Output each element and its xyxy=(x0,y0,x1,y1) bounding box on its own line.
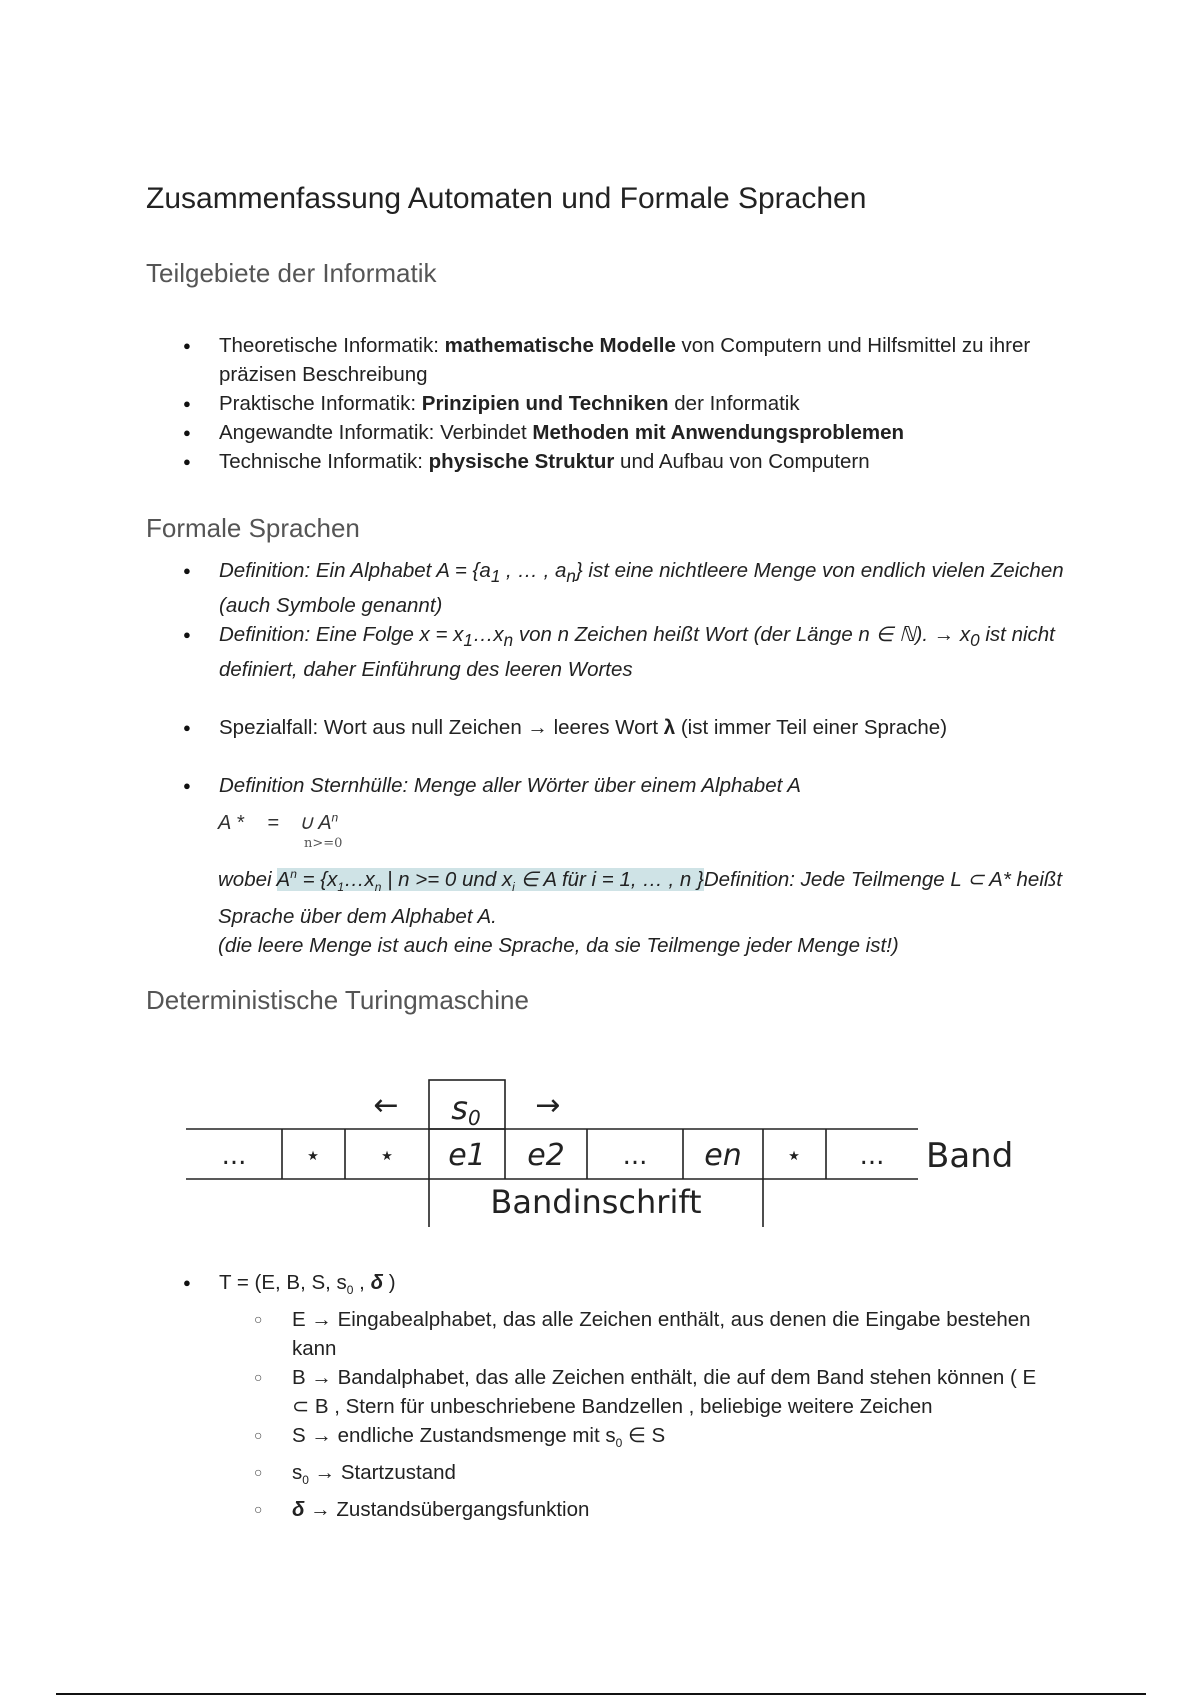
head-right-arrow: → xyxy=(535,1088,561,1123)
tuple-components xyxy=(219,1305,1046,1524)
turing-tape-diagram xyxy=(186,1075,1026,1230)
sternhuelle-formula: A * = ∪ $A^n$ n>=0 xyxy=(218,810,343,851)
inscription-label: Bandinschrift xyxy=(490,1183,702,1221)
component-b: ○ B → Bandalphabet, das alle Zeichen enthält, die auf dem Band stehen können ( E ⊂ B , Stern für unbeschriebene Bandzellen , beliebige weitere Zeichen xyxy=(219,1363,1046,1421)
band-label: Band xyxy=(926,1136,1014,1176)
page-bottom-rule xyxy=(56,1693,1146,1695)
heading-teilgebiete: Teilgebiete der Informatik xyxy=(146,258,437,288)
list-item: ● Technische Informatik: physische Struktur und Aufbau von Computern xyxy=(146,447,1066,476)
definition-alphabet: ● Definition: Ein Alphabet $A = \{a_1$ , … , $a_n$} ist eine nichtleere Menge von endlich vielen Zeichen (auch Symbole genannt) xyxy=(146,556,1076,620)
list-item: ● Theoretische Informatik: mathematische Modelle von Computern und Hilfsmittel zu ihrer präzisen Beschreibung xyxy=(146,331,1066,389)
list-item: ● Praktische Informatik: Prinzipien und Techniken der Informatik xyxy=(146,389,1066,418)
tape-cell: en xyxy=(704,1138,742,1173)
tape-cell: ... xyxy=(859,1141,885,1171)
tape-cell: ⋆ xyxy=(378,1141,396,1171)
tape-cell: e1 xyxy=(448,1138,486,1173)
teilgebiete-list xyxy=(146,331,1066,476)
tape-cell: ⋆ xyxy=(304,1141,322,1171)
formula-subscript: n>=0 xyxy=(304,836,343,851)
head-left-arrow: ← xyxy=(373,1088,399,1123)
turing-list xyxy=(146,1268,1046,1524)
heading-turingmaschine: Deterministische Turingmaschine xyxy=(146,985,529,1015)
component-s: ○ S → endliche Zustandsmenge mit $s_0$ ∈ S xyxy=(219,1421,1046,1458)
tape-cell: ⋆ xyxy=(785,1141,803,1171)
definition-sternhuelle: ● Definition Sternhülle: Menge aller Wörter über einem Alphabet A xyxy=(146,771,1076,800)
tape-cell: e2 xyxy=(527,1138,565,1173)
head-state: s0 xyxy=(451,1089,481,1130)
page-title: Zusammenfassung Automaten und Formale Sprachen xyxy=(146,182,867,215)
tuple-definition: ● T = (E, B, S, $s_0$ , δ ) ○ E → Eingabealphabet, das alle Zeichen enthält, aus denen die Eingabe bestehen kann ○ B → Bandalphabet, das alle Zeichen enthält, die auf dem Band stehen können ( E ⊂ B , Stern für unbeschriebene Bandzellen , beliebige weitere Zeichen ○ S → endliche Zustandsmenge mit $s_0$ ∈ S ○ $s_0$ → Startzustand ○ δ → Zustandsübergangsfunktion xyxy=(146,1268,1046,1524)
component-delta: ○ δ → Zustandsübergangsfunktion xyxy=(219,1495,1046,1524)
component-e: ○ E → Eingabealphabet, das alle Zeichen enthält, aus denen die Eingabe bestehen kann xyxy=(219,1305,1046,1363)
tape-cell: ... xyxy=(221,1141,247,1171)
definition-wort: ● Definition: Eine Folge $x = x_1\dots x_n$ von n Zeichen heißt Wort (der Länge n ∈ ℕ). → $x_0$ ist nicht definiert, daher Einführung des leeren Wortes xyxy=(146,620,1076,684)
heading-formale-sprachen: Formale Sprachen xyxy=(146,513,360,543)
sprache-definition: wobei $A^n$ = {$x_1\dots x_n$ | n >= 0 und $x_i$ ∈ A für i = 1, … , n }Definition: Jede Teilmenge L ⊂ A* heißt Sprache über dem Alphabet A. (die leere Menge ist auch eine Sprache, da sie Teilmenge jeder Menge ist!) xyxy=(218,867,1063,957)
tape-cell: ... xyxy=(622,1141,648,1171)
component-s0: ○ $s_0$ → Startzustand xyxy=(219,1458,1046,1495)
list-item: ● Angewandte Informatik: Verbindet Methoden mit Anwendungsproblemen xyxy=(146,418,1066,447)
spezialfall: ● Spezialfall: Wort aus null Zeichen → leeres Wort λ (ist immer Teil einer Sprache) xyxy=(146,713,1076,742)
highlighted-formula: $A^n$ = {$x_1\dots x_n$ | n >= 0 und $x_i$ ∈ A für i = 1, … , n } xyxy=(276,867,704,894)
formale-sprachen-list xyxy=(146,556,1076,800)
